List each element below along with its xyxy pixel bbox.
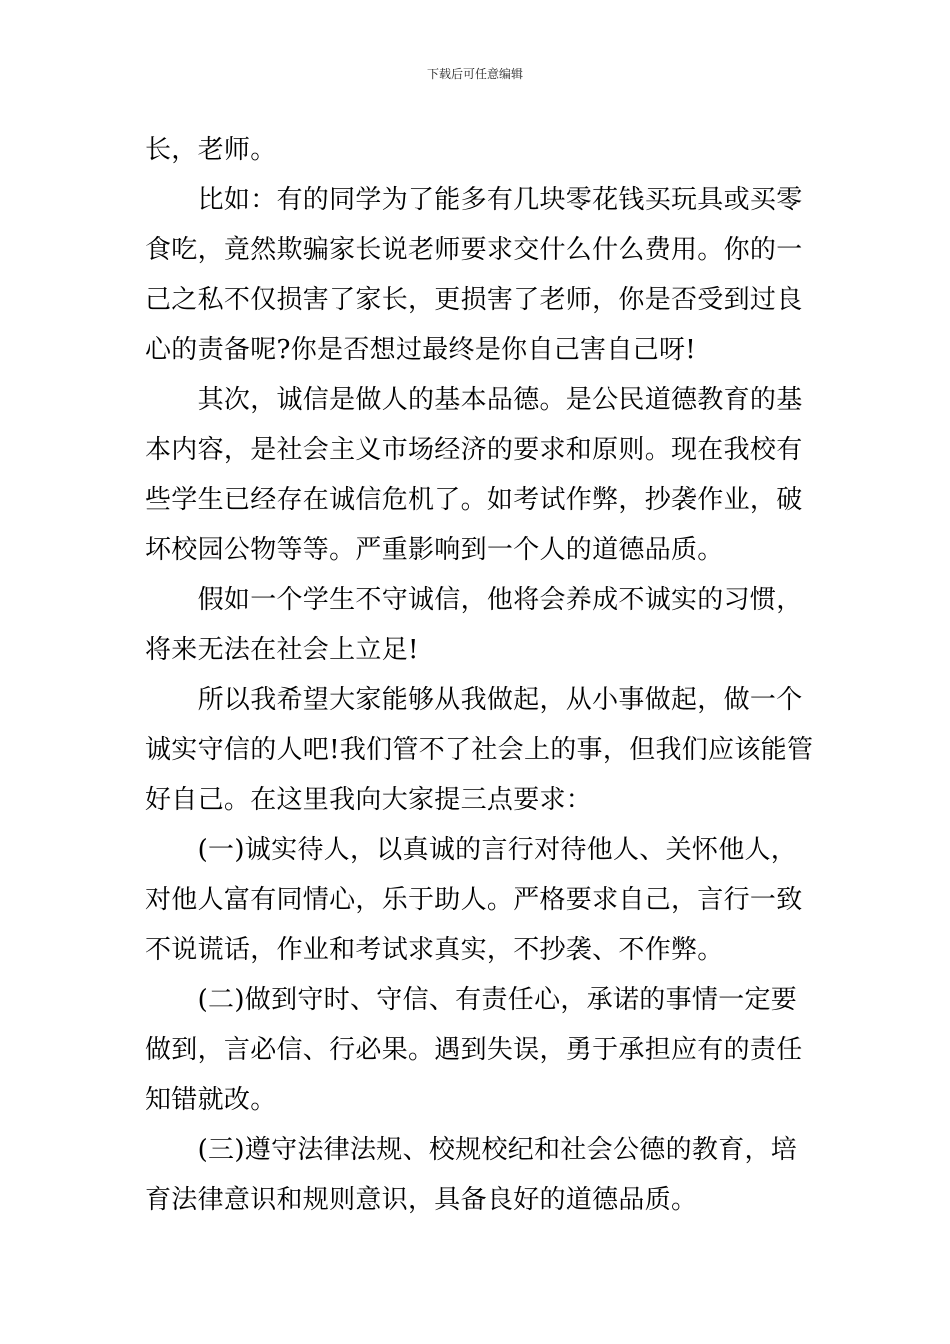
paragraph-1 xyxy=(145,125,811,175)
document-body xyxy=(145,125,814,1225)
paragraph-7 xyxy=(145,975,811,1125)
paragraph-4 xyxy=(145,575,811,675)
paragraph-line: 本内容，是社会主义市场经济的要求和原则。现在我校有 xyxy=(145,435,803,465)
paragraph-line: 其次，诚信是做人的基本品德。是公民道德教育的基 xyxy=(145,385,803,415)
paragraph-line: 所以我希望大家能够从我做起，从小事做起，做一个 xyxy=(145,685,803,715)
paragraph-line: 知错就改。 xyxy=(145,1085,277,1115)
paragraph-2 xyxy=(145,175,811,375)
paragraph-line: 坏校园公物等等。严重影响到一个人的道德品质。 xyxy=(145,535,724,565)
paragraph-line: 将来无法在社会上立足! xyxy=(145,635,419,665)
paragraph-line: 好自己。在这里我向大家提三点要求： xyxy=(145,785,593,815)
paragraph-line: (二)做到守时、守信、有责任心，承诺的事情一定要 xyxy=(145,985,798,1015)
page-header xyxy=(0,66,950,82)
paragraph-6 xyxy=(145,825,811,975)
paragraph-line: 育法律意识和规则意识，具备良好的道德品质。 xyxy=(145,1185,698,1215)
paragraph-line: (三)遵守法律法规、校规校纪和社会公德的教育，培 xyxy=(145,1135,798,1165)
paragraph-line: (一)诚实待人，以真诚的言行对待他人、关怀他人， xyxy=(145,835,798,865)
paragraph-line: 假如一个学生不守诚信，他将会养成不诚实的习惯， xyxy=(145,585,803,615)
paragraph-line: 对他人富有同情心，乐于助人。严格要求自己，言行一致 xyxy=(145,885,803,915)
paragraph-line: 些学生已经存在诚信危机了。如考试作弊，抄袭作业，破 xyxy=(145,485,803,515)
paragraph-line: 不说谎话，作业和考试求真实，不抄袭、不作弊。 xyxy=(145,935,724,965)
paragraph-line: 心的责备呢?你是否想过最终是你自己害自己呀! xyxy=(145,335,696,365)
paragraph-line: 比如：有的同学为了能多有几块零花钱买玩具或买零 xyxy=(145,185,803,215)
paragraph-line: 食吃，竟然欺骗家长说老师要求交什么什么费用。你的一 xyxy=(145,235,803,265)
paragraph-line: 做到，言必信、行必果。遇到失误，勇于承担应有的责任 xyxy=(145,1035,803,1065)
paragraph-line: 长，老师。 xyxy=(145,135,277,165)
paragraph-3 xyxy=(145,375,811,575)
paragraph-8 xyxy=(145,1125,811,1225)
paragraph-line: 己之私不仅损害了家长，更损害了老师，你是否受到过良 xyxy=(145,285,803,315)
header-text: 下载后可任意编辑 xyxy=(426,67,523,81)
paragraph-5 xyxy=(145,675,814,825)
paragraph-line: 诚实守信的人吧!我们管不了社会上的事，但我们应该能管 xyxy=(145,735,814,765)
